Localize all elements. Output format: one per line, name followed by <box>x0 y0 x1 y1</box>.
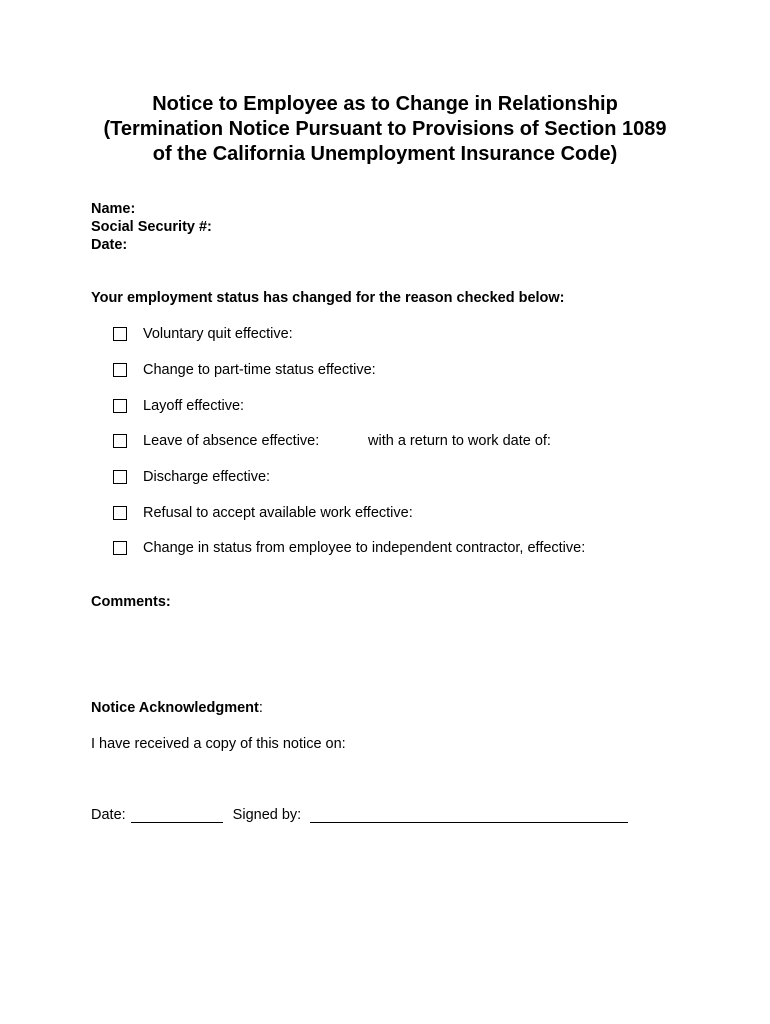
option-label: Discharge effective: <box>143 469 271 485</box>
signed-by-label: Signed by: <box>232 807 302 823</box>
acknowledgment-colon: : <box>258 700 263 716</box>
title-line-2: (Termination Notice Pursuant to Provisions of Section 1089 <box>103 118 667 140</box>
option-label: Change to part-time status effective: <box>143 362 376 378</box>
return-to-work-label: with a return to work date of: <box>368 433 551 449</box>
received-copy-text: I have received a copy of this notice on: <box>91 736 346 752</box>
signature-blank[interactable] <box>310 807 628 823</box>
option-leave-of-absence[interactable] <box>113 431 319 451</box>
checkbox-refusal[interactable] <box>113 506 127 520</box>
sign-date-label: Date: <box>91 807 126 823</box>
acknowledgment-heading <box>91 700 263 716</box>
option-part-time[interactable] <box>113 360 376 380</box>
checkbox-independent-contractor[interactable] <box>113 541 127 555</box>
option-discharge[interactable] <box>113 467 270 487</box>
option-refusal[interactable] <box>113 503 413 523</box>
option-label: Layoff effective: <box>143 398 245 414</box>
option-label: Leave of absence effective: <box>143 433 320 449</box>
option-label: Refusal to accept available work effective: <box>143 505 413 521</box>
option-layoff[interactable] <box>113 396 244 416</box>
acknowledgment-heading-text: Notice Acknowledgment <box>91 700 259 716</box>
option-voluntary-quit[interactable] <box>113 324 293 344</box>
document-title <box>0 92 770 167</box>
employee-fields <box>91 200 212 254</box>
option-label: Voluntary quit effective: <box>143 326 293 342</box>
ssn-field-label: Social Security #: <box>91 219 212 235</box>
checkbox-discharge[interactable] <box>113 470 127 484</box>
reason-heading: Your employment status has changed for the reason checked below: <box>91 290 565 306</box>
option-label: Change in status from employee to independent contractor, effective: <box>143 540 586 556</box>
checkbox-voluntary-quit[interactable] <box>113 327 127 341</box>
sign-date-blank[interactable] <box>131 807 223 823</box>
option-independent-contractor[interactable] <box>113 538 585 558</box>
checkbox-part-time[interactable] <box>113 363 127 377</box>
name-field-label: Name: <box>91 201 136 217</box>
checkbox-leave-of-absence[interactable] <box>113 434 127 448</box>
comments-label: Comments: <box>91 594 171 610</box>
date-field-label: Date: <box>91 237 128 253</box>
checkbox-layoff[interactable] <box>113 399 127 413</box>
title-line-3: of the California Unemployment Insurance Code) <box>152 143 618 165</box>
signature-row <box>91 807 628 823</box>
title-line-1: Notice to Employee as to Change in Relationship <box>152 93 618 115</box>
